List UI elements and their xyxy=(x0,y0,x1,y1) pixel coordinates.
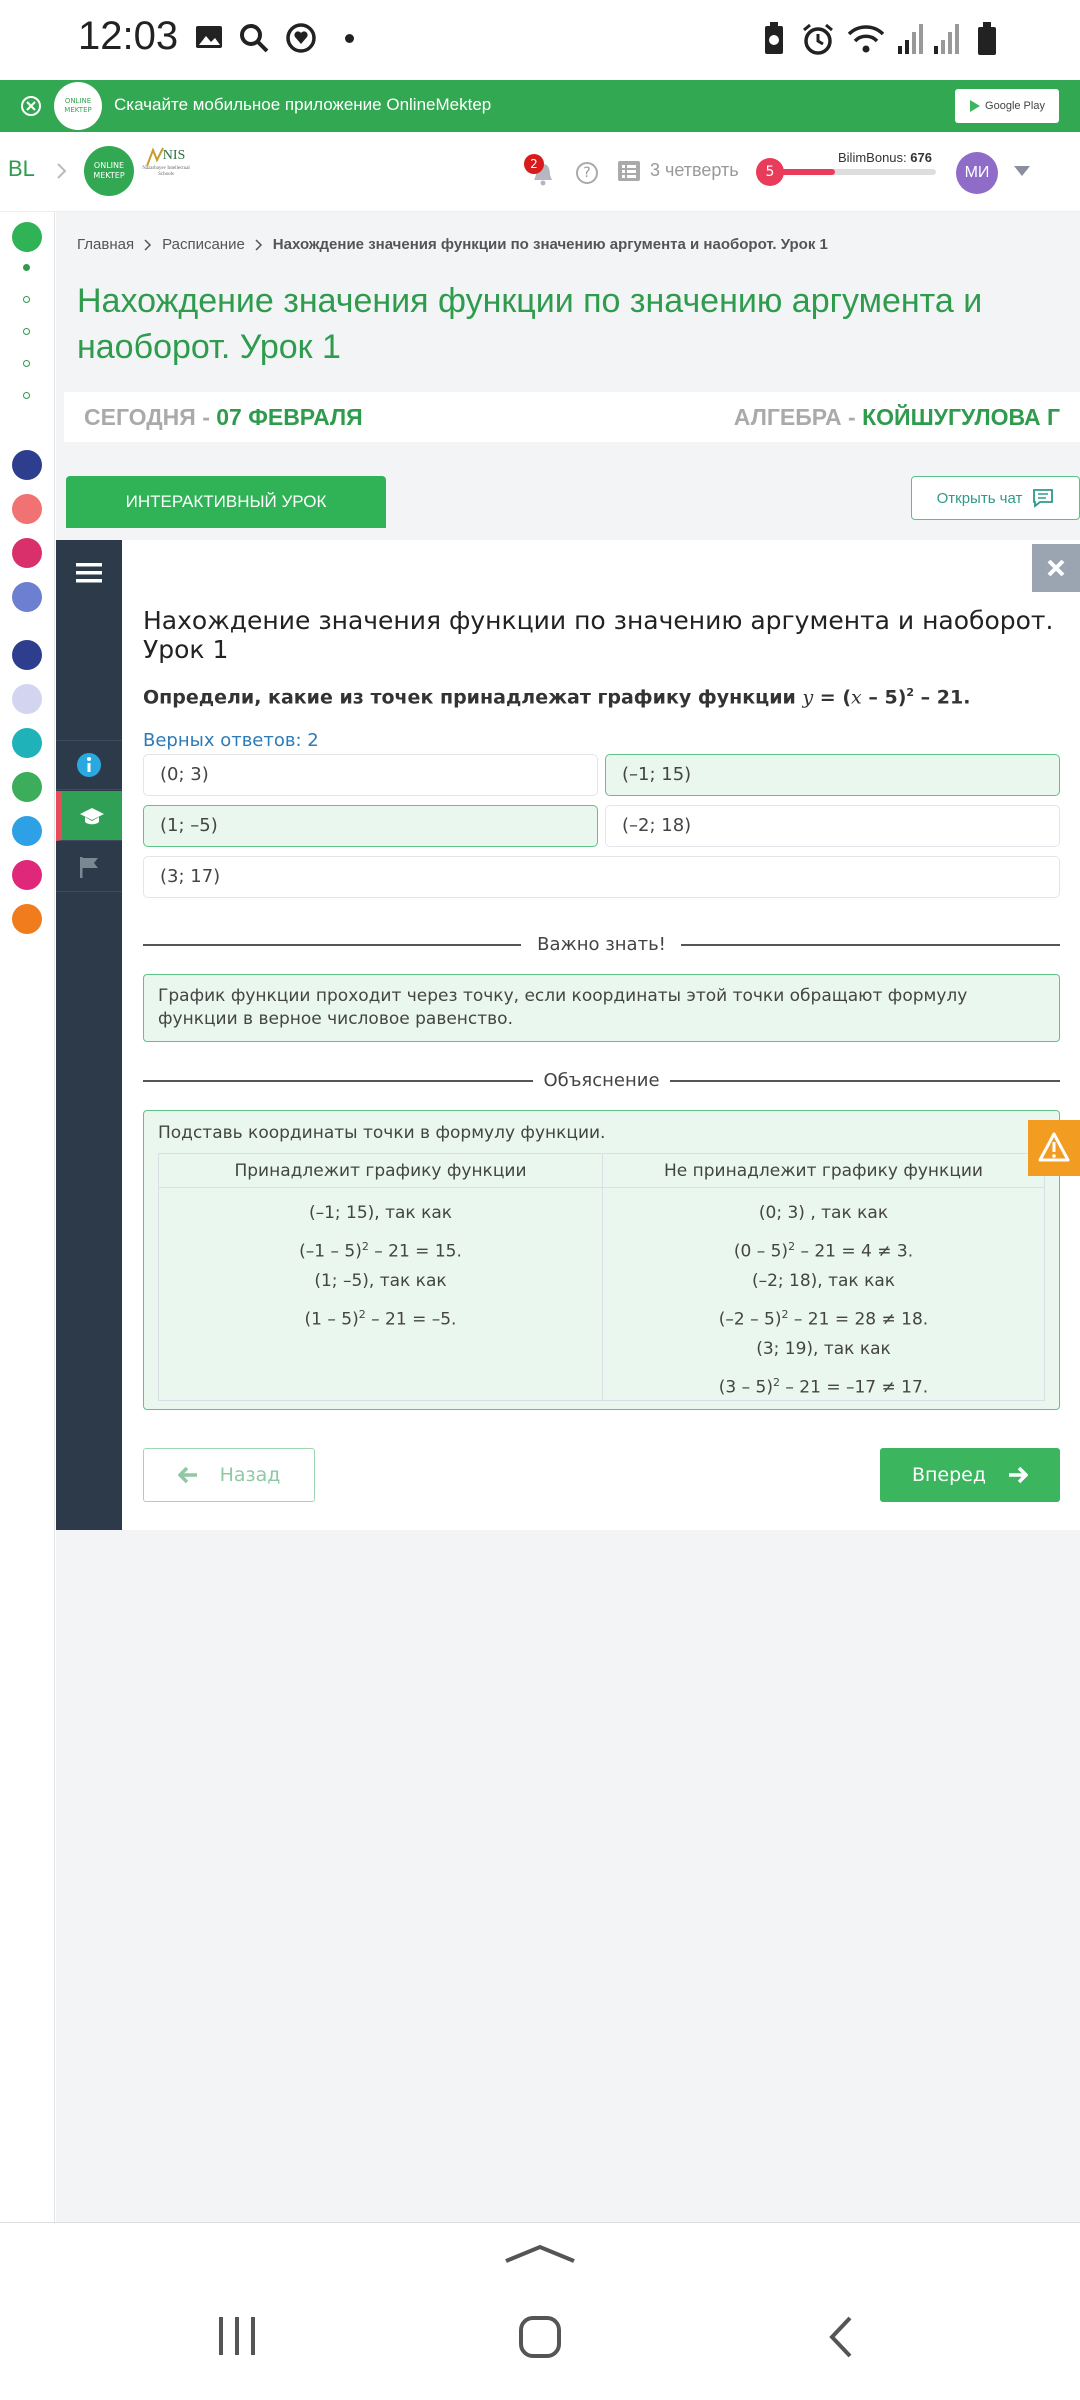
wifi-icon xyxy=(846,22,886,56)
hamburger-icon xyxy=(76,563,102,583)
rail-dot[interactable] xyxy=(23,296,30,303)
expr-exponent: 2 xyxy=(781,1308,789,1321)
col-not-belongs-header: Не принадлежит графику функции xyxy=(603,1154,1045,1188)
question-prefix: Определи, какие из точек принадлежат графику функции xyxy=(143,686,803,709)
question-text xyxy=(143,686,970,708)
subject-teacher xyxy=(734,404,1060,431)
expr-exponent: 2 xyxy=(358,1308,366,1321)
nis-logo-subtitle: Nazarbayev Intellectual Schools xyxy=(142,166,190,177)
rail-app-red-icon[interactable] xyxy=(12,494,42,524)
chevron-right-icon xyxy=(255,239,263,251)
info-tab[interactable] xyxy=(56,740,122,790)
signal-icon xyxy=(896,22,924,56)
expr-rest: – 21 = 28 ≠ 18. xyxy=(788,1309,929,1330)
important-label: Важно знать! xyxy=(537,934,666,955)
answer-option[interactable]: (0; 3) xyxy=(143,754,598,796)
expr-base: (–2 – 5) xyxy=(718,1309,782,1330)
google-play-button[interactable] xyxy=(955,89,1059,123)
user-avatar[interactable]: МИ xyxy=(956,152,998,194)
next-label: Вперед xyxy=(911,1464,987,1486)
rail-keyboard-icon[interactable] xyxy=(12,684,42,714)
lesson-sidebar xyxy=(56,540,122,1530)
important-divider xyxy=(143,934,1060,954)
breadcrumb-schedule[interactable]: Расписание xyxy=(162,236,245,253)
lesson-tab-active[interactable] xyxy=(56,791,122,841)
divider-line xyxy=(681,944,1060,946)
expr-base: (3 – 5) xyxy=(718,1377,773,1398)
onlinemektep-banner-logo: ONLINE MEKTEP xyxy=(54,82,102,130)
menu-button[interactable] xyxy=(56,540,122,606)
flag-tab[interactable] xyxy=(56,842,122,892)
not-belongs-line xyxy=(603,1230,1044,1264)
signal-2-icon xyxy=(932,22,960,56)
battery-icon xyxy=(976,22,998,56)
divider-line xyxy=(670,1080,1060,1082)
google-play-label: Google Play xyxy=(985,100,1045,112)
answer-option[interactable]: (3; 17) xyxy=(143,856,1060,898)
expr-exponent: 2 xyxy=(361,1240,369,1253)
not-belongs-line xyxy=(603,1298,1044,1332)
rail-app-pink-icon[interactable] xyxy=(12,538,42,568)
back-label: Назад xyxy=(219,1464,281,1486)
expr-rest: – 21 = –17 ≠ 17. xyxy=(780,1377,929,1398)
rail-dot[interactable] xyxy=(23,328,30,335)
bilimbonus-value: 676 xyxy=(910,150,932,165)
chevron-right-icon xyxy=(56,162,68,180)
recent-apps-icon[interactable] xyxy=(215,2315,259,2357)
app-download-banner xyxy=(0,80,1080,132)
tab-interactive-lesson[interactable]: ИНТЕРАКТИВНЫЙ УРОК xyxy=(66,476,386,528)
breadcrumb-current: Нахождение значения функции по значению аргумента и наоборот. Урок 1 xyxy=(272,236,828,253)
lesson-title: Нахождение значения функции по значению аргумента и наоборот. Урок 1 xyxy=(143,606,1054,664)
rail-onlinemektep-icon[interactable] xyxy=(12,222,42,252)
search-icon xyxy=(238,22,270,54)
arrow-left-icon xyxy=(178,1466,198,1484)
bilimbonus-progress-fill xyxy=(780,169,835,175)
notifications-button[interactable] xyxy=(524,154,554,188)
bl-logo[interactable]: BL xyxy=(8,156,35,181)
explanation-label: Объяснение xyxy=(543,1070,660,1091)
answer-option-selected[interactable]: (1; –5) xyxy=(143,805,598,847)
explanation-box xyxy=(143,1110,1060,1410)
info-icon xyxy=(76,752,102,778)
expr-exponent: 2 xyxy=(773,1376,780,1389)
onlinemektep-logo[interactable] xyxy=(84,146,134,196)
belongs-line: (–1; 15), так как xyxy=(308,1203,453,1223)
close-icon xyxy=(1032,544,1080,592)
close-banner-icon[interactable] xyxy=(20,95,42,117)
not-belongs-line: (3; 19), так как xyxy=(756,1339,891,1359)
breadcrumb-home[interactable]: Главная xyxy=(77,236,135,253)
health-icon xyxy=(285,22,317,54)
teacher-name: КОЙШУГУЛОВА Г xyxy=(862,404,1060,430)
today-prefix: СЕГОДНЯ - xyxy=(84,404,217,430)
belongs-line: (1; –5), так как xyxy=(314,1271,447,1291)
expr-rest: – 21 = –5. xyxy=(365,1309,457,1330)
arrow-right-icon xyxy=(1008,1466,1028,1484)
rail-app-blue-icon[interactable] xyxy=(12,582,42,612)
chat-icon xyxy=(1032,488,1054,508)
rail-app-green-icon[interactable] xyxy=(12,772,42,802)
back-button[interactable] xyxy=(143,1448,315,1502)
not-belongs-cell xyxy=(603,1188,1045,1401)
rail-tasks-icon[interactable] xyxy=(12,816,42,846)
report-problem-button[interactable] xyxy=(1028,1120,1080,1176)
today-date-value: 07 ФЕВРАЛЯ xyxy=(216,404,363,430)
left-app-rail xyxy=(0,212,55,2222)
open-chat-label: Открыть чат xyxy=(936,489,1023,507)
question-suffix: – 5) xyxy=(861,686,907,709)
explanation-intro: Подставь координаты точки в формулу функции. xyxy=(158,1123,606,1143)
subject-name: АЛГЕБРА - xyxy=(733,404,863,430)
today-date xyxy=(84,404,363,431)
answer-option-selected[interactable]: (–1; 15) xyxy=(605,754,1060,796)
help-button[interactable]: ? xyxy=(576,162,598,184)
not-belongs-line xyxy=(603,1366,1044,1400)
explanation-divider xyxy=(143,1070,1060,1090)
quarter-selector[interactable] xyxy=(618,160,739,181)
expr-base: (–1 – 5) xyxy=(299,1241,362,1262)
next-button[interactable] xyxy=(880,1448,1060,1502)
belongs-cell xyxy=(159,1188,603,1401)
rail-dot-active[interactable] xyxy=(23,264,30,271)
chevron-right-icon xyxy=(144,239,152,251)
notification-count-badge: 2 xyxy=(524,154,544,174)
bilimbonus-level-badge: 5 xyxy=(756,158,784,186)
question-exponent: 2 xyxy=(906,686,915,699)
battery-saver-icon xyxy=(762,22,786,56)
belongs-line xyxy=(159,1230,602,1264)
question-tail: – 21. xyxy=(914,686,971,709)
expr-rest: – 21 = 4 ≠ 3. xyxy=(795,1241,914,1262)
not-belongs-line: (–2; 18), так как xyxy=(751,1271,896,1291)
page-title: Нахождение значения функции по значению аргумента и наоборот. Урок 1 xyxy=(77,282,983,366)
warning-icon xyxy=(1028,1120,1080,1176)
gallery-icon xyxy=(194,22,224,52)
question-var-y: y xyxy=(802,686,814,709)
expr-base: (1 – 5) xyxy=(304,1309,359,1330)
rail-twig-icon[interactable] xyxy=(12,860,42,890)
bilimbonus-label-text: BilimBonus: xyxy=(838,150,907,165)
belongs-line xyxy=(159,1298,602,1332)
status-clock: 12:03 xyxy=(78,14,179,58)
important-info-box: График функции проходит через точку, если координаты этой точки обращают формулу функции в верное числовое равенство. xyxy=(143,974,1060,1042)
not-belongs-line: (0; 3) , так как xyxy=(758,1203,889,1223)
chevron-down-icon[interactable] xyxy=(1014,166,1030,176)
nis-logo[interactable] xyxy=(142,146,190,198)
onlinemektep-logo-text: ONLINE MEKTEP xyxy=(93,161,125,180)
bilimbonus-label xyxy=(838,150,932,165)
expr-base: (0 – 5) xyxy=(733,1241,789,1262)
rail-dot[interactable] xyxy=(23,360,30,367)
alarm-icon xyxy=(800,22,836,56)
chevron-up-icon[interactable] xyxy=(502,2241,578,2265)
expr-rest: – 21 = 15. xyxy=(368,1241,462,1262)
system-nav-bar xyxy=(0,2222,1080,2400)
top-header xyxy=(0,132,1080,212)
banner-text: Скачайте мобильное приложение OnlineMektep xyxy=(114,95,492,114)
open-chat-button[interactable] xyxy=(911,476,1080,520)
question-mid: = ( xyxy=(813,686,852,709)
home-icon[interactable] xyxy=(518,2315,562,2359)
status-bar xyxy=(0,0,1080,80)
rail-bilimland-icon[interactable] xyxy=(12,450,42,480)
rail-app-teal-icon[interactable] xyxy=(12,728,42,758)
explanation-table xyxy=(158,1153,1045,1401)
graduation-cap-icon xyxy=(79,806,105,826)
list-icon xyxy=(618,161,640,181)
answer-option[interactable]: (–2; 18) xyxy=(605,805,1060,847)
notification-dot-icon xyxy=(345,34,354,43)
expr-exponent: 2 xyxy=(788,1240,796,1253)
back-nav-icon[interactable] xyxy=(826,2315,856,2359)
col-belongs-header: Принадлежит графику функции xyxy=(159,1154,603,1188)
day-bar xyxy=(64,392,1080,442)
nis-logo-text: NIS xyxy=(162,148,186,163)
rail-smart-icon[interactable] xyxy=(12,640,42,670)
rail-dot[interactable] xyxy=(23,392,30,399)
close-lesson-button[interactable] xyxy=(1032,544,1080,592)
rail-app-orange-icon[interactable] xyxy=(12,904,42,934)
breadcrumb xyxy=(77,236,828,253)
flag-icon xyxy=(78,855,100,879)
quarter-label: 3 четверть xyxy=(650,160,739,180)
play-store-icon xyxy=(969,99,981,113)
bilimbonus-progress-bar xyxy=(780,169,936,175)
question-var-x: x xyxy=(851,686,862,709)
correct-answers-count: Верных ответов: 2 xyxy=(143,730,319,751)
